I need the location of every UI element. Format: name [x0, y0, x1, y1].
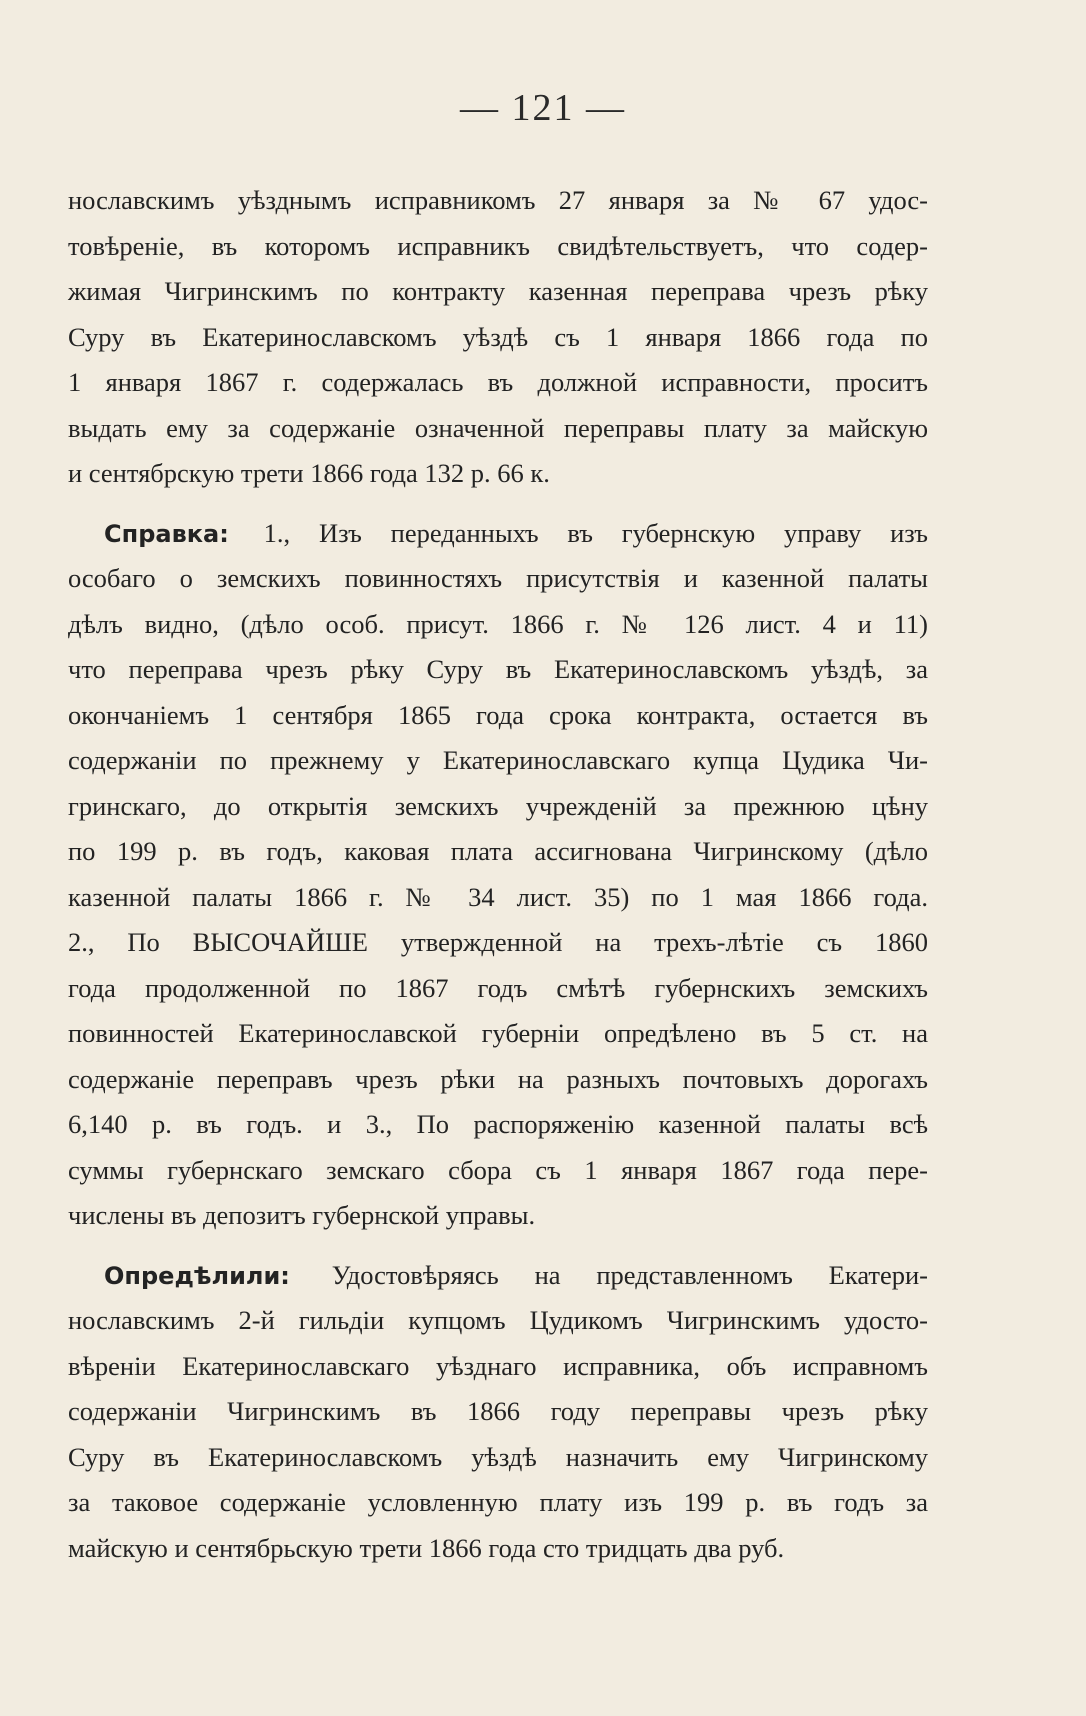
text-line: что переправа чрезъ рѣку Суру въ Екатеринославскомъ уѣздѣ, за [68, 654, 928, 684]
text-line: суммы губернскаго земскаго сбора съ 1 января 1867 года пере- [68, 1154, 928, 1185]
text-line: числены въ депозитъ губернской управы. [68, 1200, 536, 1230]
text-line: 1 января 1867 г. содержалась въ должной исправности, проситъ [68, 367, 928, 397]
text-line: за таковое содержаніе условленную плату изъ 199 р. въ годъ за [68, 1487, 928, 1517]
text-line: нославскимъ уѣзднымъ исправникомъ 27 января за № 67 удос- [68, 185, 928, 215]
text-line: дѣлъ видно, (дѣло особ. присут. 1866 г. № 126 лист. 4 и 11) [68, 608, 928, 639]
text-line: майскую и сентябрьскую трети 1866 года сто тридцать два руб. [68, 1532, 785, 1563]
text-line: выдать ему за содержаніе означенной переправы плату за майскую [68, 412, 928, 443]
paragraph-first-line [68, 1253, 928, 1299]
text-line: 2., По ВЫСОЧАЙШЕ утвержденной на трехъ-лѣтіе съ 1860 [68, 927, 928, 957]
text-line: товѣреніе, въ которомъ исправникъ свидѣтельствуетъ, что содер- [68, 230, 928, 261]
paragraph-first-line [68, 511, 928, 557]
text-line: казенной палаты 1866 г. № 34 лист. 35) по 1 мая 1866 года. [68, 881, 928, 912]
text-line: и сентябрскую трети 1866 года 132 р. 66 к. [68, 458, 550, 488]
text-line: гринскаго, до открытія земскихъ учрежденій за прежнюю цѣну [68, 790, 928, 821]
paragraph-petition [68, 178, 928, 497]
text-line: содержаніи по прежнему у Екатеринославскаго купца Цудика Чи- [68, 745, 928, 775]
text-line: особаго о земскихъ повинностяхъ присутствія и казенной палаты [68, 563, 928, 593]
paragraph-opredelili [68, 1253, 928, 1572]
text-line: повинностей Екатеринославской губерніи опредѣлено въ 5 ст. на [68, 1018, 928, 1048]
paragraph-spacer [68, 1239, 928, 1253]
text-line: содержаніи Чигринскимъ въ 1866 году переправы чрезъ рѣку [68, 1396, 928, 1426]
page-body [68, 178, 928, 1571]
text-line: вѣреніи Екатеринославскаго уѣзднаго исправника, объ исправномъ [68, 1350, 928, 1381]
text-line: по 199 р. въ годъ, каковая плата ассигнована Чигринскому (дѣло [68, 836, 928, 866]
paragraph-spacer [68, 497, 928, 511]
text-line-rest: Удостовѣряясь на представленномъ Екатери- [331, 1259, 929, 1290]
text-line: содержаніе переправъ чрезъ рѣки на разныхъ почтовыхъ дорогахъ [68, 1063, 928, 1094]
text-line: Суру въ Екатеринославскомъ уѣздѣ съ 1 января 1866 года по [68, 321, 928, 352]
text-line: года продолженной по 1867 годъ смѣтѣ губернскихъ земскихъ [68, 972, 928, 1003]
text-line: окончаніемъ 1 сентября 1865 года срока контракта, остается въ [68, 699, 928, 730]
text-line: 6,140 р. въ годъ. и 3., По распоряженію казенной палаты всѣ [68, 1109, 928, 1139]
text-line: жимая Чигринскимъ по контракту казенная переправа чрезъ рѣку [68, 276, 928, 306]
text-line-rest: 1., Изъ переданныхъ въ губернскую управу изъ [263, 517, 928, 548]
paragraph-spravka [68, 511, 928, 1239]
text-line: нославскимъ 2-й гильдіи купцомъ Цудикомъ Чигринскимъ удосто- [68, 1305, 928, 1335]
text-line: Суру въ Екатеринославскомъ уѣздѣ назначить ему Чигринскому [68, 1441, 928, 1472]
page-number: — 121 — [460, 87, 626, 129]
section-term-spravka: Справка: [104, 519, 229, 548]
section-term-opredelili: Опредѣлили: [104, 1261, 290, 1290]
